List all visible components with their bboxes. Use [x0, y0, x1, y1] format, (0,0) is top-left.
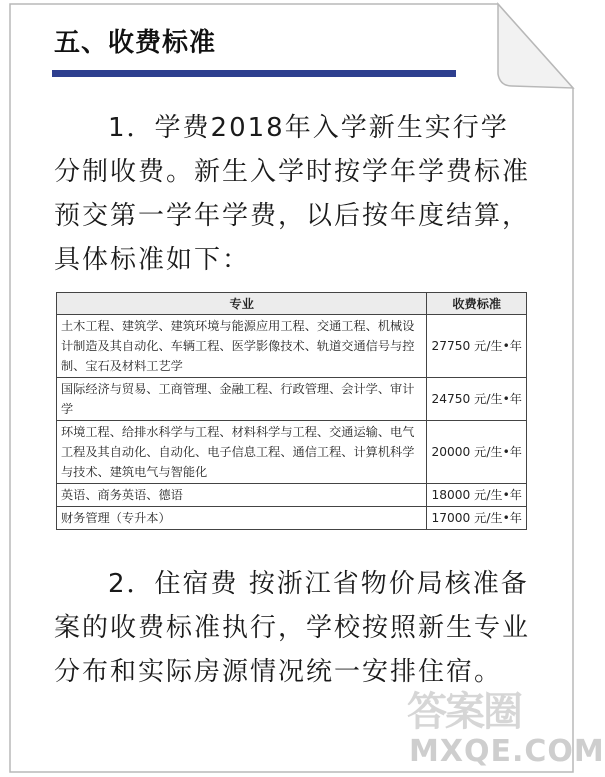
major-cell: 环境工程、给排水科学与工程、材料科学与工程、交通运输、电气工程及其自动化、自动化、电子信息工程、通信工程、计算机科学与技术、建筑电气与智能化	[57, 421, 427, 484]
table-row	[57, 507, 527, 530]
table-row	[57, 484, 527, 507]
fee-table	[56, 292, 527, 530]
major-cell: 土木工程、建筑学、建筑环境与能源应用工程、交通工程、机械设计制造及其自动化、车辆工程、医学影像技术、轨道交通信号与控制、宝石及材料工艺学	[57, 315, 427, 378]
column-header-major: 专业	[57, 293, 427, 315]
paragraph-accommodation	[54, 562, 532, 694]
paragraph-number: 2．	[108, 569, 155, 599]
heading-underline	[52, 70, 456, 77]
major-cell: 国际经济与贸易、工商管理、金融工程、行政管理、会计学、审计学	[57, 378, 427, 421]
table-row	[57, 421, 527, 484]
major-cell: 英语、商务英语、德语	[57, 484, 427, 507]
watermark-logo-text: 答案圈	[407, 689, 521, 735]
paragraph-tuition	[54, 106, 532, 282]
fee-cell: 18000 元/生•年	[427, 484, 527, 507]
major-cell: 财务管理（专升本）	[57, 507, 427, 530]
watermark-url: MXQE.COM	[409, 734, 605, 769]
paragraph-number: 1．	[108, 113, 155, 143]
site-watermark	[395, 680, 605, 772]
fee-cell: 27750 元/生•年	[427, 315, 527, 378]
paragraph-text: 学费2018年入学新生实行学分制收费。新生入学时按学年学费标准预交第一学年学费，以后按年度结算，具体标准如下：	[54, 113, 531, 275]
section-heading: 五、收费标准	[54, 28, 217, 58]
table-row	[57, 378, 527, 421]
fee-cell: 17000 元/生•年	[427, 507, 527, 530]
column-header-fee: 收费标准	[427, 293, 527, 315]
fee-cell: 24750 元/生•年	[427, 378, 527, 421]
table-header-row	[57, 293, 527, 315]
table-row	[57, 315, 527, 378]
paragraph-text: 住宿费 按浙江省物价局核准备案的收费标准执行，学校按照新生专业分布和实际房源情况统一安排住宿。	[54, 569, 531, 687]
fee-cell: 20000 元/生•年	[427, 421, 527, 484]
